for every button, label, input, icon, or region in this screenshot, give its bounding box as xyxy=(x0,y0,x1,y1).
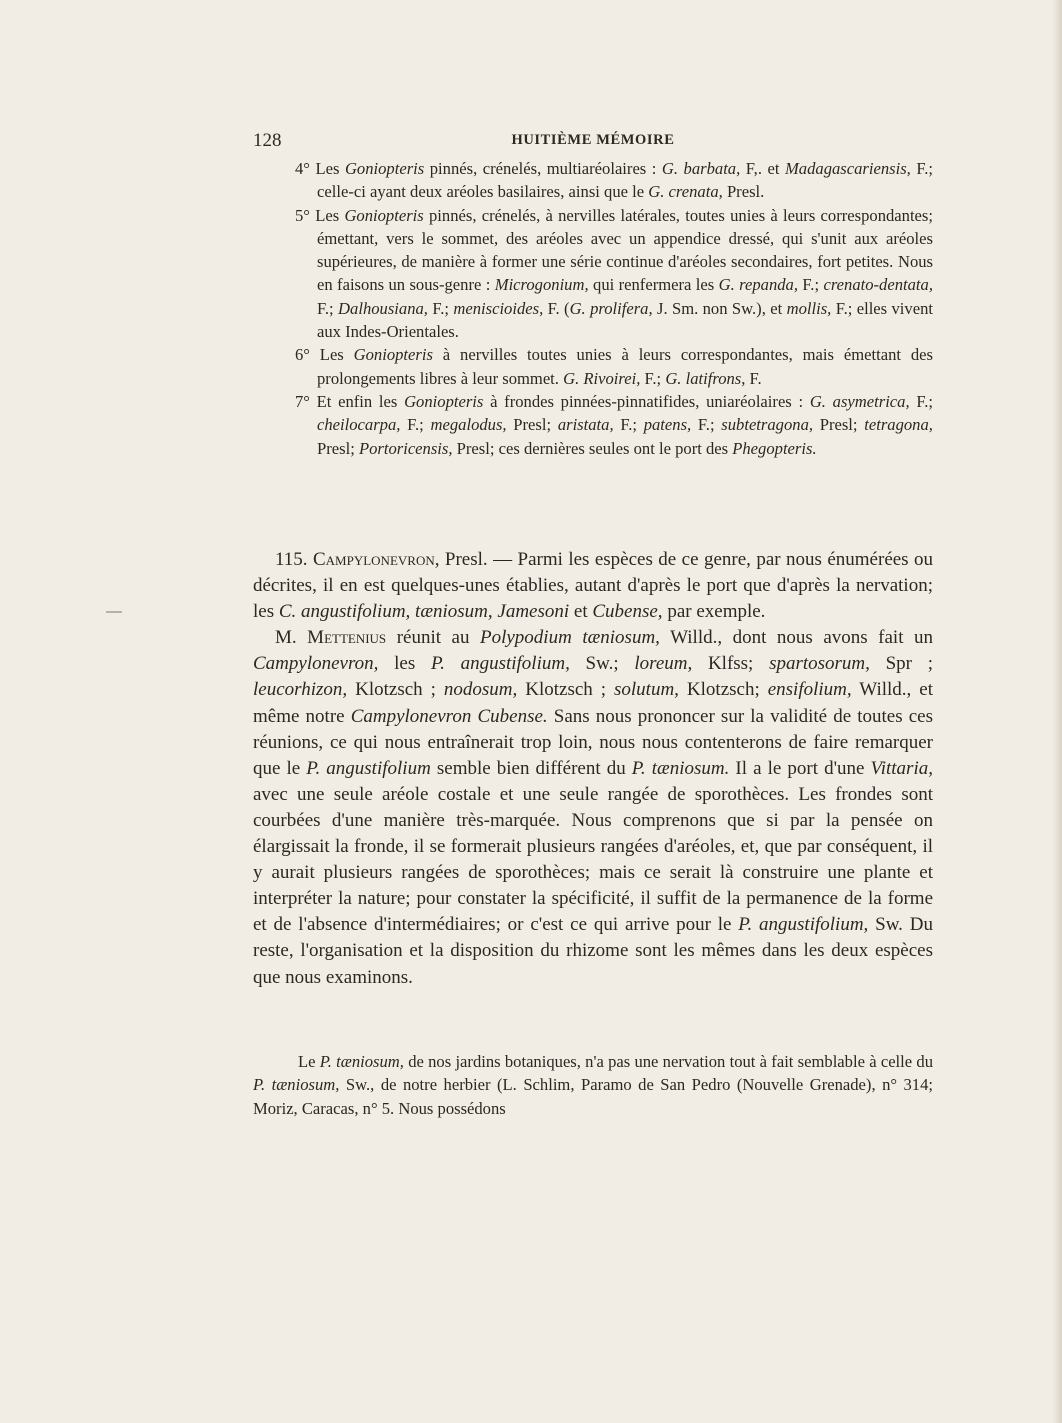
text-run: Spr ; xyxy=(869,653,933,675)
text-run: , Presl. — Parmi les espèces de ce genre, par nous énumérées ou décrites, il en est quelques-unes établies, autant d'après le port que d'après la nervation; les xyxy=(253,549,934,623)
italic-run: Vittaria, xyxy=(870,757,933,779)
italic-run: Goniopteris xyxy=(344,205,424,225)
text-run: F.; xyxy=(317,298,339,318)
text-run: F.; xyxy=(909,391,933,411)
text-run: Les xyxy=(309,345,354,365)
italic-run: crenato-dentata, xyxy=(823,275,933,295)
italic-run: Portoricensis, xyxy=(358,438,453,458)
text-run: Sw., de notre herbier (L. Schlim, Paramo de San Pedro (Nouvelle Grenade), n° 314; Moriz, Caracas, n° 5. Nous possédons xyxy=(253,1075,934,1118)
text-run: J. Sm. non Sw.), et xyxy=(652,298,787,318)
text-run: Willd., et même notre xyxy=(253,679,933,727)
paragraph-text xyxy=(253,1052,933,1118)
body-paragraph xyxy=(253,625,933,990)
text-run: qui renfermera les xyxy=(588,275,719,295)
list-item xyxy=(253,204,933,344)
text-run: réunit au xyxy=(386,627,480,649)
italic-run: spartosorum, xyxy=(769,653,870,675)
text-run: Klotzsch ; xyxy=(517,679,614,701)
margin-mark xyxy=(106,611,122,613)
italic-run: megalodus, xyxy=(430,415,507,435)
italic-run: G. Rivoirei, xyxy=(563,368,641,388)
text-run: avec une seule aréole costale et une seule rangée de sporothèces. Les frondes sont courbées d'une manière très-marquée. Nous comprenons que si par la pensée on élargissait la fronde, il se formerait plusieurs rangées d'aréoles, et, que par conséquent, il y aurait plusieurs rangées de sporothèces; mais ce serait là construire une plante et interpréter la nature; pour constater la spécificité, il suffit de la permanence de la forme et de l'absence d'intermédiaires; or c'est ce qui arrive pour le xyxy=(253,783,933,936)
italic-run: Madagascariensis, xyxy=(784,159,911,178)
italic-run: cheilocarpa, xyxy=(317,415,401,435)
italic-run: G. asymetrica, xyxy=(809,391,910,411)
note-text xyxy=(253,1050,933,1120)
italic-run: subtetragona, xyxy=(721,415,814,435)
list-item xyxy=(253,343,933,390)
text-run: Presl; ces dernières seules ont le port des xyxy=(452,438,733,458)
italic-run: P. angustifolium, xyxy=(430,653,570,675)
text-run: Les xyxy=(309,205,345,225)
italic-run: ensifolium, xyxy=(767,679,852,701)
italic-run: G. crenata, xyxy=(648,182,723,202)
text-run: F.; xyxy=(798,275,824,295)
italic-run: Phegopteris. xyxy=(732,438,817,458)
italic-run: Polypodium tæniosum, xyxy=(479,627,660,649)
text-run: Presl; xyxy=(813,415,865,435)
italic-run: nodosum, xyxy=(443,679,518,701)
italic-run: meniscioides, xyxy=(453,298,544,318)
author-prefix: M. xyxy=(275,627,308,649)
text-run: Klfss; xyxy=(692,653,770,675)
item-text xyxy=(310,159,933,201)
text-run: Presl; xyxy=(506,415,558,435)
text-run: F.; xyxy=(613,415,644,435)
item-text xyxy=(310,345,933,387)
item-number: 5° xyxy=(295,205,310,225)
italic-run: C. angustifolium, tæniosum, Jamesoni xyxy=(278,601,570,623)
item-number: 4° xyxy=(295,159,310,178)
italic-run: solutum, xyxy=(614,679,679,701)
page-header xyxy=(253,130,933,154)
item-text xyxy=(310,392,933,458)
text-run: F. xyxy=(745,368,762,388)
item-number: 7° xyxy=(295,391,310,411)
italic-run: P. tæniosum, xyxy=(253,1075,340,1095)
text-run: Presl. xyxy=(722,182,765,202)
text-run: à nervilles toutes unies à leurs correspondantes, mais émettant des prolongements libres à leur sommet. xyxy=(317,345,933,388)
text-run: pinnés, crénelés, multiaréolaires : xyxy=(424,159,662,178)
italic-run: Goniopteris xyxy=(344,159,425,178)
italic-run: mollis, xyxy=(786,298,832,318)
page-number: 128 xyxy=(253,130,282,151)
italic-run: G. barbata, xyxy=(661,159,741,178)
text-run: Le xyxy=(298,1052,320,1071)
section-paragraph xyxy=(253,547,933,625)
italic-run: aristata, xyxy=(557,415,614,435)
text-run: F.; xyxy=(691,415,722,435)
running-title: HUITIÈME MÉMOIRE xyxy=(511,132,675,148)
italic-run: Cubense, xyxy=(592,601,663,623)
italic-run: P. tæniosum. xyxy=(631,757,730,779)
text-run: semble bien différent du xyxy=(430,757,632,779)
text-run: Presl; xyxy=(317,438,359,458)
section-title: Campylonevron xyxy=(312,549,435,570)
section-number: 115. xyxy=(275,549,308,570)
italic-run: P. angustifolium, xyxy=(738,914,869,936)
text-run: Sw. Du reste, l'organisation et la disposition du rhizome sont les mêmes dans les deux espèces que nous examinons. xyxy=(253,914,933,988)
text-run: F,. et xyxy=(740,159,785,178)
italic-run: Campylonevron Cubense. xyxy=(350,705,548,727)
text-run: les xyxy=(378,653,431,675)
list-item xyxy=(253,390,933,460)
text-run: Les xyxy=(309,159,345,178)
text-run: Willd., dont nous avons fait un xyxy=(659,627,933,649)
italic-run: G. prolifera, xyxy=(569,298,653,318)
text-run: F.; elles vivent aux Indes-Orientales. xyxy=(317,298,933,342)
italic-run: P. tæniosum, xyxy=(319,1052,404,1071)
text-run: Klotzsch; xyxy=(678,679,768,701)
item-number: 6° xyxy=(295,345,310,365)
paragraph-text xyxy=(253,627,933,987)
item-text xyxy=(310,206,933,341)
enumerated-list xyxy=(253,157,933,460)
italic-run: leucorhizon, xyxy=(253,679,348,701)
italic-run: Goniopteris xyxy=(353,345,433,365)
text-run: Sw.; xyxy=(569,653,635,675)
italic-run: Dalhousiana, xyxy=(338,298,428,318)
italic-run: Goniopteris xyxy=(404,391,484,411)
italic-run: G. repanda, xyxy=(718,275,798,295)
text-run: pinnés, crénelés, à nervilles latérales, toutes unies à leurs correspondantes; émettant, vers le sommet, des aréoles avec un appendice dressé, qui s'unit aux aréoles supérieures, de manière à former une série continue d'aréoles secondaires, fort petites. Nous en faisons un sous-genre : xyxy=(317,205,933,295)
text-run: et xyxy=(569,601,593,623)
author-name: Mettenius xyxy=(307,627,387,649)
text-run: F.; xyxy=(400,415,431,435)
italic-run: tetragona, xyxy=(864,415,933,435)
text-run: Et enfin les xyxy=(309,391,405,411)
main-text xyxy=(253,547,933,991)
italic-run: Campylonevron, xyxy=(253,653,379,675)
italic-run: loreum, xyxy=(634,653,693,675)
italic-run: patens, xyxy=(643,415,692,435)
italic-run: Microgonium, xyxy=(494,275,589,295)
text-run: Il a le port d'une xyxy=(729,757,871,779)
text-run: Klotzsch ; xyxy=(347,679,444,701)
note-paragraph xyxy=(253,1050,933,1120)
text-run: par exemple. xyxy=(662,601,766,623)
text-run: F. ( xyxy=(543,298,570,318)
list-item xyxy=(253,157,933,204)
text-run: à frondes pinnées-pinnatifides, uniaréolaires : xyxy=(483,391,810,411)
text-run: Sans nous prononcer sur la validité de toutes ces réunions, ce qui nous entraînerait trop loin, nous nous contenterons de faire remarquer que le xyxy=(253,705,933,779)
italic-run: P. angustifolium xyxy=(306,757,431,779)
text-run: F.; xyxy=(427,298,454,318)
page-edge xyxy=(1052,0,1062,1423)
text-run: F.; celle-ci ayant deux aréoles basilaires, ainsi que le xyxy=(317,159,933,202)
italic-run: G. latifrons, xyxy=(665,368,746,388)
text-run: F.; xyxy=(640,368,666,388)
text-run: de nos jardins botaniques, n'a pas une nervation tout à fait semblable à celle du xyxy=(403,1052,933,1071)
